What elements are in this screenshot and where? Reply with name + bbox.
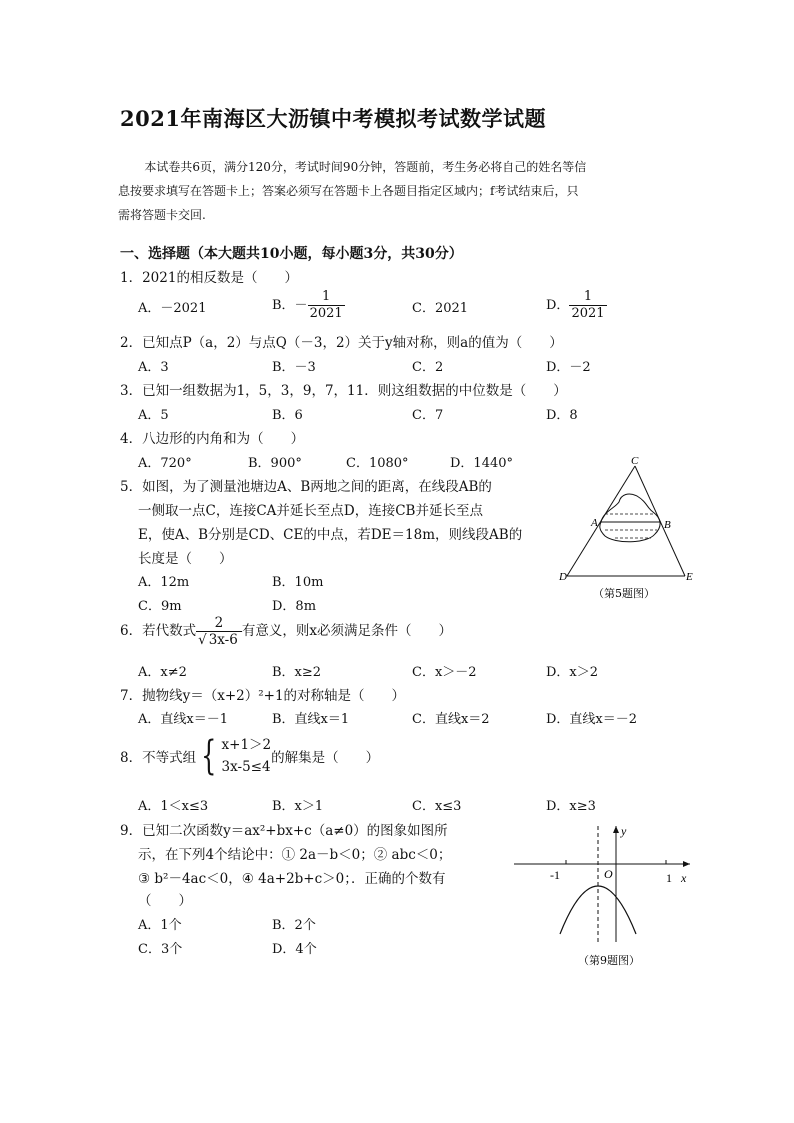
q8-ineq-2: 3x-5≤4 xyxy=(221,759,271,775)
q1-option-d xyxy=(546,289,607,322)
q1-b-prefix: B．－ xyxy=(272,298,308,313)
section-heading: 一、选择题（本大题共10小题，每小题3分，共30分） xyxy=(120,246,463,262)
q9-option-d: D．4个 xyxy=(272,942,317,957)
q5-line-3: E，使A、B分别是CD、CE的中点，若DE＝18m，则线段AB的 xyxy=(138,527,523,543)
q9-line-4: （ ） xyxy=(138,893,192,909)
q7-option-a: A．直线x＝－1 xyxy=(138,712,228,727)
q2-option-c: C．2 xyxy=(412,360,444,375)
q5-label-e: E xyxy=(686,571,693,583)
q6-num: 2 xyxy=(196,615,242,632)
q9-label-x: x xyxy=(681,871,687,885)
q8-option-c: C．x≤3 xyxy=(412,799,462,814)
q6-option-d: D．x＞2 xyxy=(546,665,599,680)
page-title: 2021年南海区大沥镇中考模拟考试数学试题 xyxy=(120,106,546,131)
q7-option-d: D．直线x＝－2 xyxy=(546,712,638,727)
q9-line-3: ③ b²－4ac＜0，④ 4a+2b+c＞0；．正确的个数有 xyxy=(138,871,446,887)
q2-option-a: A．3 xyxy=(138,360,169,375)
q1-d-prefix: D． xyxy=(546,298,570,313)
q2-stem: 2．已知点P（a，2）与点Q（－3，2）关于y轴对称，则a的值为（ ） xyxy=(120,335,563,351)
q1-b-num: 1 xyxy=(308,289,345,306)
q5-figure xyxy=(555,452,705,612)
q1-stem: 1．2021的相反数是（ ） xyxy=(120,270,298,286)
q1-d-den: 2021 xyxy=(571,306,605,321)
q1-d-num: 1 xyxy=(569,289,606,306)
q1-option-a: A．－2021 xyxy=(138,301,207,316)
q5-option-d: D．8m xyxy=(272,599,317,614)
q8-prefix: 8．不等式组 xyxy=(120,750,197,766)
q1-option-b xyxy=(272,289,345,322)
q9-option-a: A．1个 xyxy=(138,918,182,933)
q1-b-fraction xyxy=(308,289,345,322)
q8-option-b: B．x＞1 xyxy=(272,799,324,814)
q5-label-c: C xyxy=(631,455,639,467)
q5-option-b: B．10m xyxy=(272,575,324,590)
q9-option-b: B．2个 xyxy=(272,918,316,933)
q9-line-2: 示，在下列4个结论中：① 2a－b＜0；② abc＜0； xyxy=(138,847,452,863)
q8-stem xyxy=(120,734,379,778)
q9-x-arrow xyxy=(683,861,690,867)
q3-stem: 3．已知一组数据为1，5，3，9，7，11．则这组数据的中位数是（ ） xyxy=(120,383,567,399)
q2-option-d: D．－2 xyxy=(546,360,591,375)
q9-label-neg1: -1 xyxy=(550,868,560,882)
q4-option-c: C．1080° xyxy=(346,456,409,471)
q9-caption: （第9题图） xyxy=(578,954,640,967)
q9-label-origin: O xyxy=(604,867,613,881)
q6-fraction xyxy=(196,615,242,648)
q5-line-2: 一侧取一点C，连接CA并延长至点D，连接CB并延长至点 xyxy=(138,503,483,519)
q9-option-c: C．3个 xyxy=(138,942,183,957)
q8-system xyxy=(222,734,272,778)
q8-option-a: A．1＜x≤3 xyxy=(138,799,209,814)
q4-option-d: D．1440° xyxy=(450,456,514,471)
intro-line-1: 本试卷共6页，满分120分，考试时间90分钟，答题前，考生务必将自己的姓名等信 xyxy=(144,160,587,174)
q9-label-1: 1 xyxy=(666,871,672,885)
q6-radicand: 3x-6 xyxy=(208,632,238,648)
q7-option-c: C．直线x＝2 xyxy=(412,712,490,727)
q4-option-a: A．720° xyxy=(138,456,192,471)
q4-option-b: B．900° xyxy=(248,456,302,471)
q6-stem xyxy=(120,615,452,648)
q5-line-4: 长度是（ ） xyxy=(138,551,233,567)
q1-option-c: C．2021 xyxy=(412,301,469,316)
q8-option-d: D．x≥3 xyxy=(546,799,596,814)
q8-brace: { xyxy=(201,733,217,779)
q9-line-1: 9．已知二次函数y＝ax²+bx+c（a≠0）的图象如图所 xyxy=(120,823,448,839)
q7-option-b: B．直线x＝1 xyxy=(272,712,350,727)
q6-prefix: 6．若代数式 xyxy=(120,623,197,639)
q1-b-den: 2021 xyxy=(309,306,343,321)
q5-caption: （第5题图） xyxy=(593,587,655,600)
q5-label-d: D xyxy=(559,571,567,583)
q9-figure xyxy=(510,822,700,970)
q5-label-a: A xyxy=(591,517,598,529)
q5-option-a: A．12m xyxy=(138,575,190,590)
q9-y-arrow xyxy=(613,826,619,833)
q8-suffix: 的解集是（ ） xyxy=(271,750,380,766)
q7-stem: 7．抛物线y＝（x+2）²+1的对称轴是（ ） xyxy=(120,688,406,704)
intro-line-3: 需将答题卡交回. xyxy=(118,208,206,222)
q8-ineq-1: x+1＞2 xyxy=(221,737,272,753)
q3-option-d: D．8 xyxy=(546,408,578,423)
q6-den: √ 3x-6 xyxy=(198,632,238,648)
q4-stem: 4．八边形的内角和为（ ） xyxy=(120,431,305,447)
q6-suffix: 有意义，则x必须满足条件（ ） xyxy=(241,623,452,639)
q2-option-b: B．－3 xyxy=(272,360,316,375)
q3-option-b: B．6 xyxy=(272,408,303,423)
q9-label-y: y xyxy=(621,824,627,838)
intro-line-2: 息按要求填写在答题卡上；答案必须写在答题卡上各题目指定区域内；f考试结束后，只 xyxy=(118,184,579,198)
intro-text xyxy=(118,155,678,227)
q5-option-c: C．9m xyxy=(138,599,182,614)
q3-option-c: C．7 xyxy=(412,408,444,423)
q5-label-b: B xyxy=(664,519,671,531)
q6-option-a: A．x≠2 xyxy=(138,665,187,680)
q5-line-1: 5．如图，为了测量池塘边A、B两地之间的距离，在线段AB的 xyxy=(120,479,492,495)
q6-option-c: C．x＞－2 xyxy=(412,665,477,680)
q3-option-a: A．5 xyxy=(138,408,169,423)
q1-d-fraction xyxy=(569,289,606,322)
q6-option-b: B．x≥2 xyxy=(272,665,322,680)
